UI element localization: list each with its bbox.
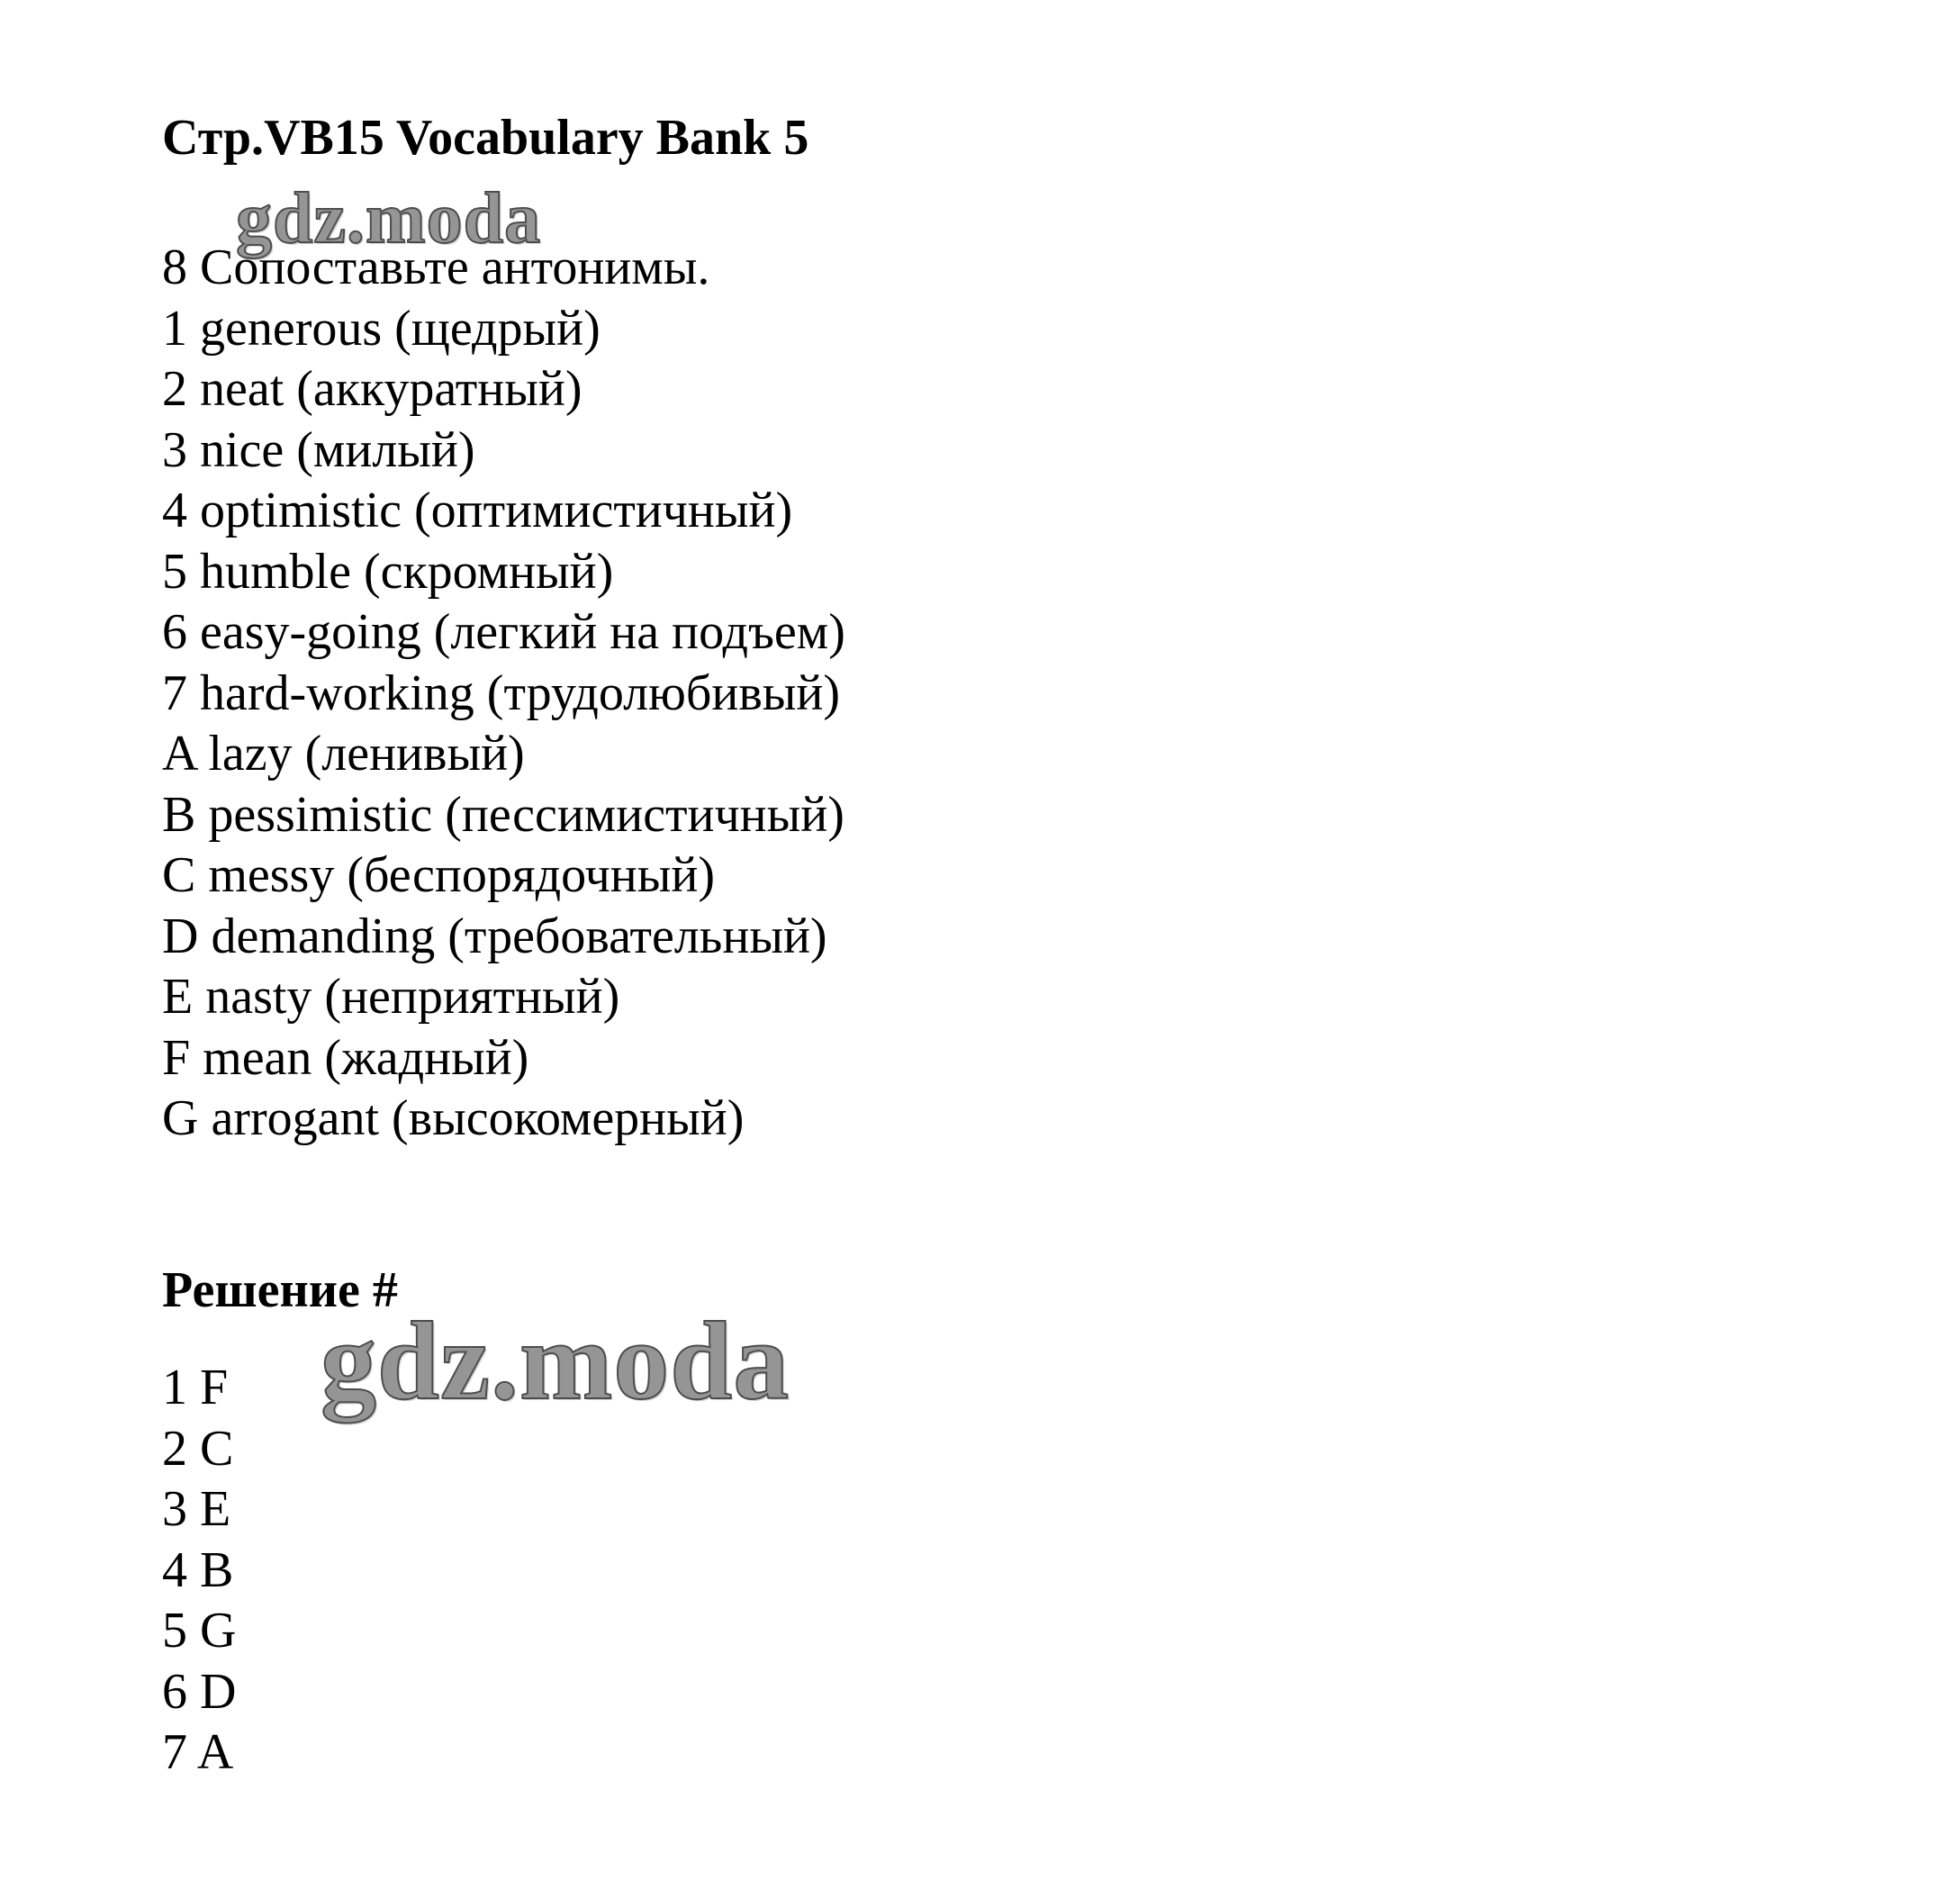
answer-item: 6 D (162, 1663, 237, 1720)
list-item: 7 hard-working (трудолюбивый) (162, 664, 841, 721)
list-item: D demanding (требовательный) (162, 908, 827, 964)
answer-item: 5 G (162, 1603, 237, 1658)
answer-item: 7 A (162, 1724, 234, 1780)
answer-item: 3 E (162, 1481, 231, 1537)
list-item: 2 neat (аккуратный) (162, 361, 583, 417)
list-item: 5 humble (скромный) (162, 543, 614, 600)
solution-title: Решение # (162, 1262, 398, 1318)
task-instruction: 8 Сопоставьте антонимы. (162, 240, 710, 295)
list-item: 1 generous (щедрый) (162, 300, 601, 357)
list-item: 3 nice (милый) (162, 421, 475, 478)
page-title: Стр.VB15 Vocabulary Bank 5 (162, 110, 809, 166)
list-item: C messy (беспорядочный) (162, 847, 716, 903)
list-item: G arrogant (высокомерный) (162, 1090, 745, 1146)
watermark-logo: gdz.moda (321, 1299, 790, 1423)
list-item: 6 easy-going (легкий на подъем) (162, 604, 845, 660)
list-item: E nasty (неприятный) (162, 969, 620, 1025)
list-item: A lazy (ленивый) (162, 726, 525, 782)
list-item: F mean (жадный) (162, 1029, 529, 1086)
answer-item: 1 F (162, 1360, 229, 1415)
answer-item: 4 B (162, 1541, 234, 1598)
list-item: 4 optimistic (оптимистичный) (162, 483, 793, 538)
watermark-logo: gdz.moda (236, 179, 542, 258)
answers-list (162, 1358, 236, 1784)
answer-item: 2 C (162, 1420, 234, 1477)
task-block (162, 238, 845, 1150)
list-item: B pessimistic (пессимистичный) (162, 786, 845, 843)
